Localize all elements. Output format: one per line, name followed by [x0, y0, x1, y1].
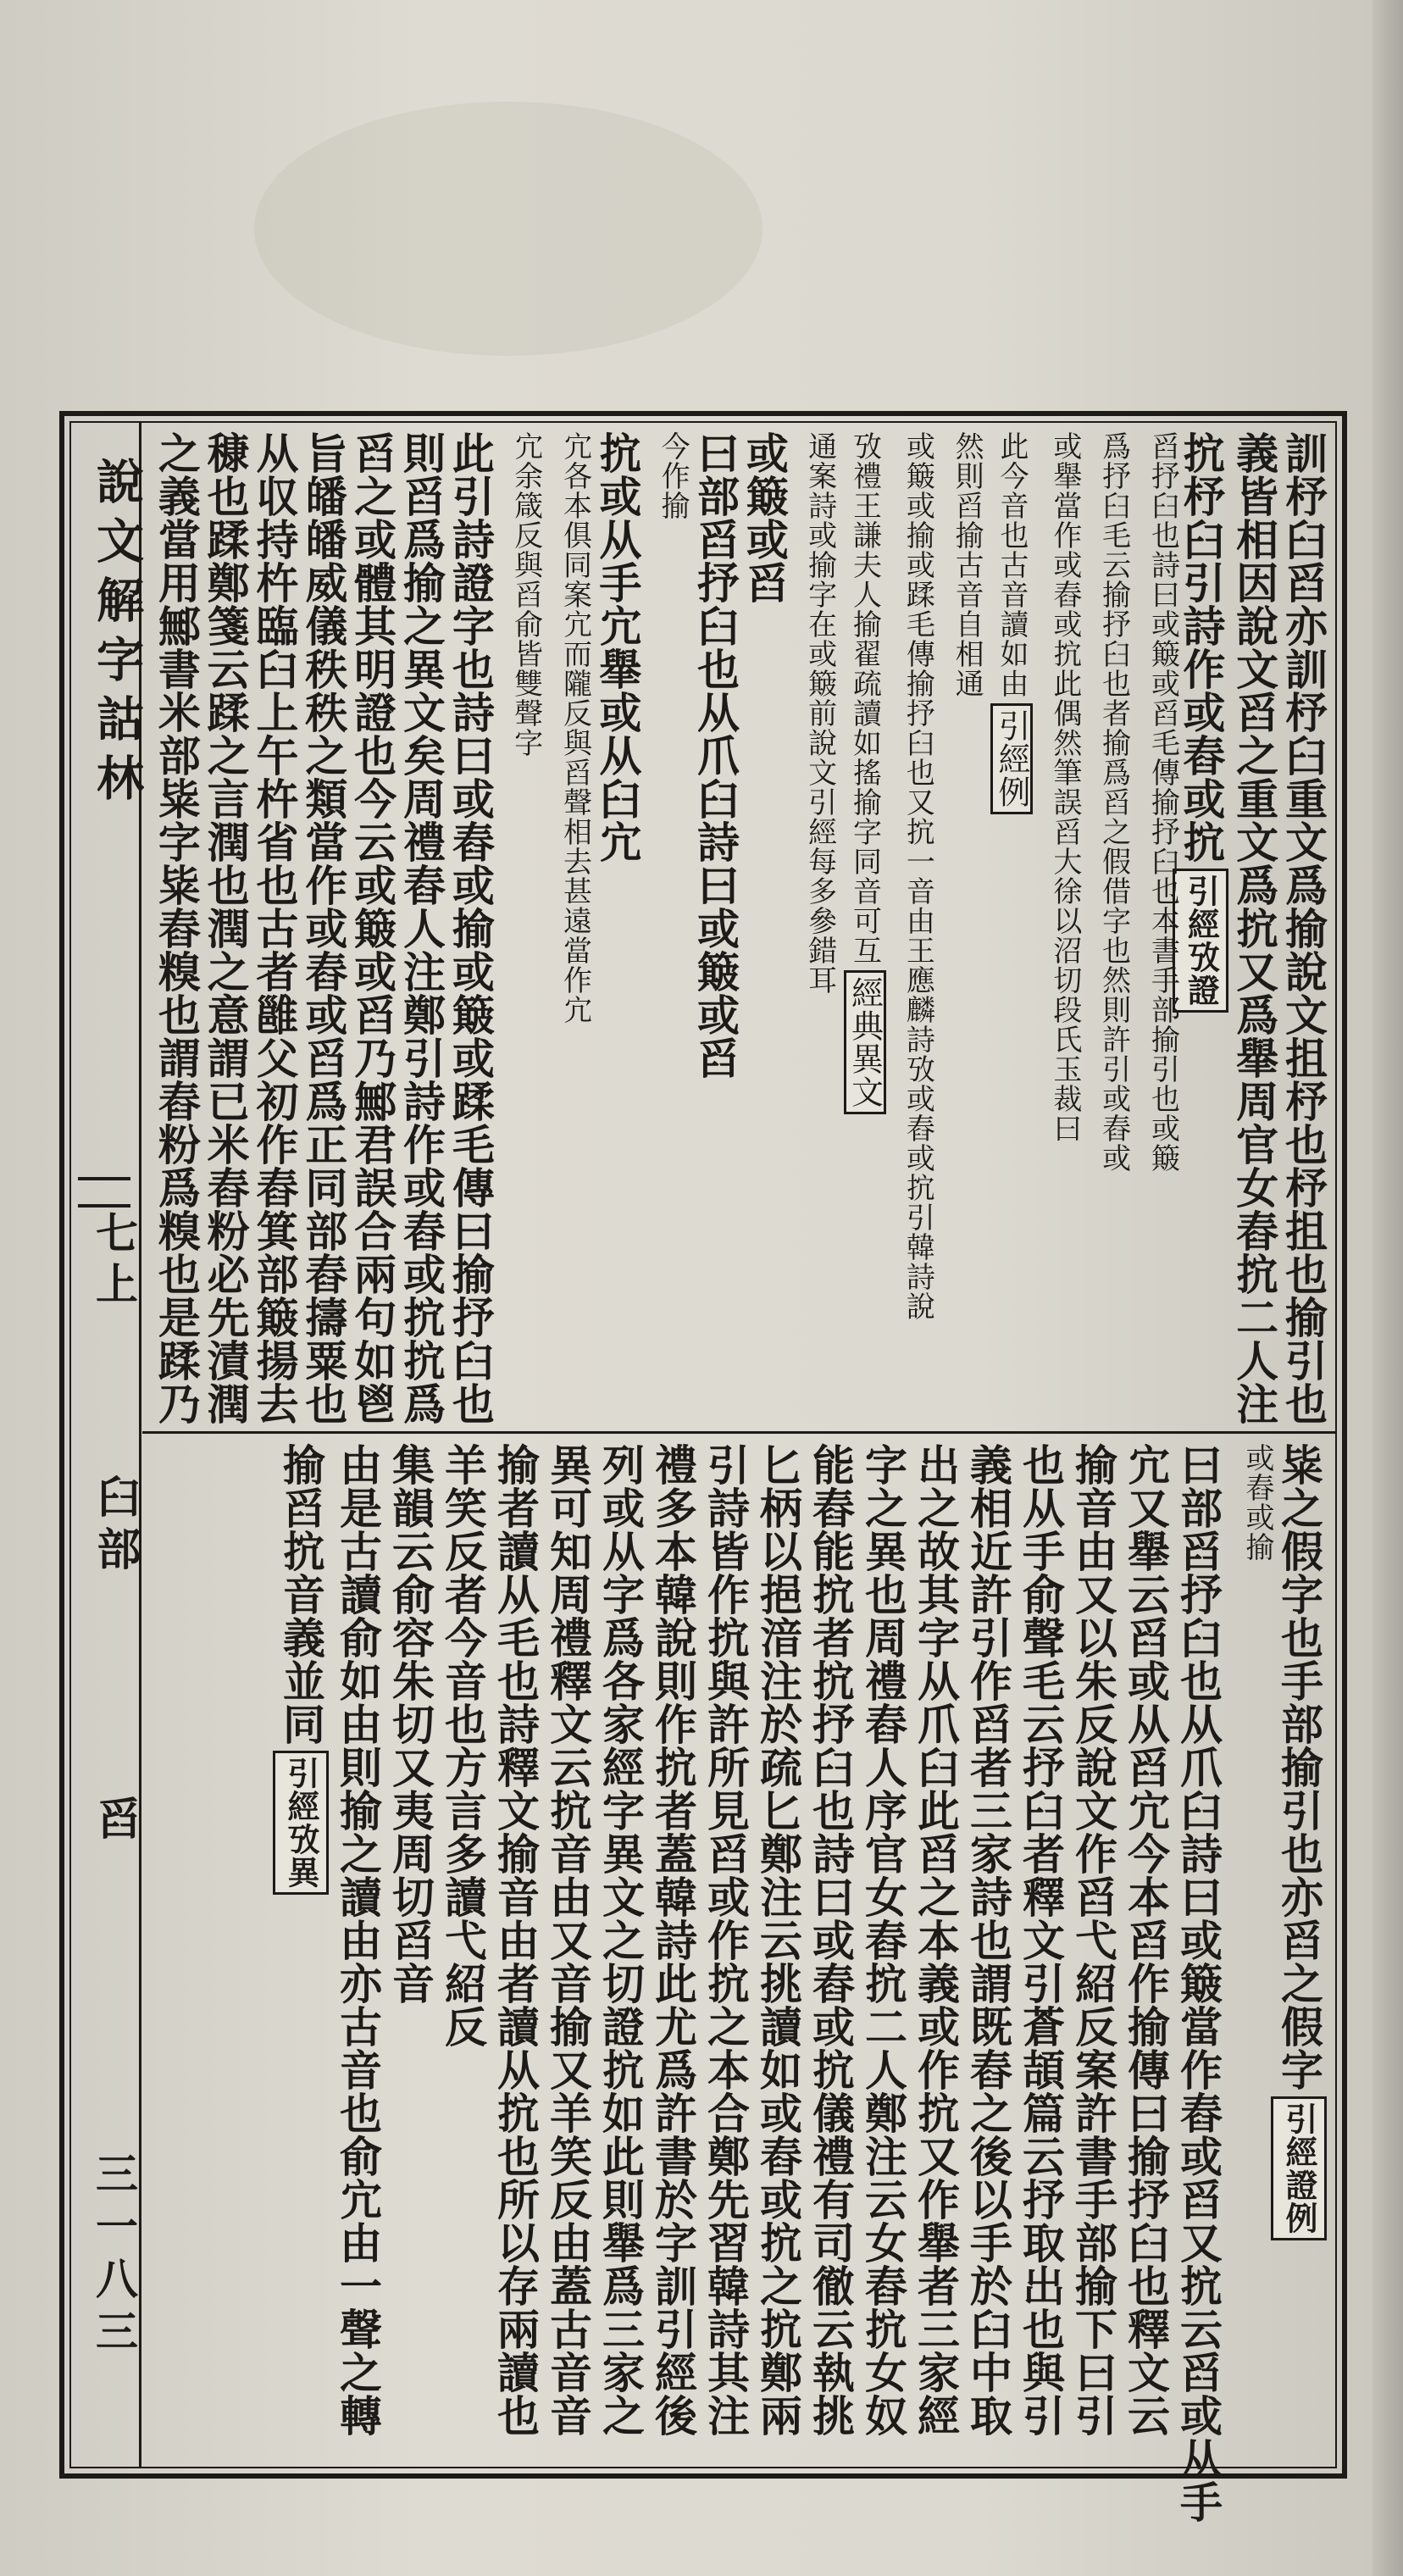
lower-column — [912, 1443, 959, 2437]
upper-column-text: 宂各本俱同案宂而隴反與舀聲相去甚遠當作宂 — [557, 431, 592, 1024]
upper-column — [251, 431, 298, 1425]
lower-column-text: 集韻云俞容朱切又夷周切舀音 — [385, 1443, 435, 2005]
lower-column-text: 異可知周禮釋文云抭音由又音揄又羊笑反由蓋古音音 — [543, 1443, 593, 2437]
lower-register — [142, 1435, 1335, 2523]
lower-column — [807, 1443, 854, 2437]
upper-column-text: 或簸或舀 — [739, 431, 790, 604]
upper-column — [1173, 431, 1228, 1013]
upper-column-text: 旨皤皤威儀秩秩之類當作或舂或舀爲正同部舂擣粟也 — [298, 431, 349, 1425]
lower-column-text: 出之故其字从爪臼此舀之本義或作抭又作𦦙者三家經 — [911, 1443, 961, 2437]
upper-column-text: 此引詩證字也詩曰或舂或揄或簸或蹂毛傳曰揄抒臼也 — [445, 431, 496, 1425]
inner-frame — [69, 421, 1337, 2523]
lower-column-text: 揄舀抭音義並同 — [276, 1443, 326, 1746]
lower-column-text: 能舂能抭者抭抒臼也詩曰或舂或抭儀禮有司徹云執挑 — [806, 1443, 856, 2437]
lower-column-text: 粊之假字也手部揄引也亦舀之假字 — [1274, 1443, 1324, 2091]
lower-column-text: 列或从字爲各家經字異文之切證抭如此則𦦙爲三家之 — [596, 1443, 646, 2437]
upper-column — [202, 431, 249, 1425]
upper-column — [1230, 431, 1278, 1425]
lower-column — [544, 1443, 591, 2437]
lower-column-text: 字之異也周禮舂人序官女舂抭二人鄭注云女舂抭女奴 — [858, 1443, 908, 2437]
upper-column — [1146, 431, 1180, 1173]
annotation-tag: 引經攷證 — [1173, 869, 1228, 1013]
text-area — [142, 423, 1335, 2523]
radical-label: 臼部 — [89, 1474, 141, 1579]
upper-column — [901, 431, 934, 1321]
lower-column-text: 也从手俞聲毛云抒臼者釋文引蒼頡篇云抒取出也與引 — [1016, 1443, 1066, 2437]
lower-column-text: 匕柄以挹湆注於疏匕鄭注云挑讀如或舂或抭之抭鄭兩 — [753, 1443, 803, 2437]
lower-column — [859, 1443, 907, 2437]
lower-column — [1017, 1443, 1064, 2437]
upper-column-text: 通案詩或揄字在或簸前說文引經每多參錯耳 — [802, 431, 837, 995]
upper-column — [740, 431, 788, 604]
margin-column — [71, 423, 145, 2467]
upper-column-text: 今作揄 — [656, 431, 690, 520]
annotation-tag: 引經攷異 — [273, 1751, 329, 1895]
upper-column-text: 曰部舀抒臼也从爪臼詩曰或簸或舀 — [690, 431, 740, 1080]
lower-column-text: 或舂或揄 — [1240, 1443, 1274, 1562]
upper-column-text: 此今音也古音讀如由 — [995, 431, 1029, 698]
book-title: 說文解字詁林 — [89, 457, 145, 813]
lower-column — [964, 1443, 1012, 2437]
lower-column — [1122, 1443, 1169, 2437]
lower-column-text: 由是古讀俞如由則揄之讀由亦古音也俞宂由一聲之轉 — [333, 1443, 383, 2437]
upper-column — [656, 431, 690, 520]
lower-column — [1271, 1443, 1327, 2240]
upper-column-text: 訓杼臼舀亦訓杼臼重文爲揄說文抯杼也杼抯也揄引也 — [1278, 431, 1328, 1425]
upper-column — [592, 431, 643, 863]
upper-column-text: 抭或从手宂𦦙或从臼宂 — [592, 431, 643, 863]
lower-column — [273, 1443, 329, 1895]
upper-column — [990, 431, 1033, 814]
upper-column — [152, 431, 200, 1425]
upper-column-text: 舀之或體其明證也今云或簸或舀乃鄦君誤合兩句如鬯 — [347, 431, 398, 1425]
annotation-tag: 引經證例 — [1271, 2096, 1327, 2240]
lower-column — [1240, 1443, 1274, 1562]
upper-column-text: 爲抒臼毛云揄抒臼也者揄爲舀之假借字也然則許引或舂或 — [1096, 431, 1131, 1173]
upper-column-text: 从収持杵臨臼上午杵省也古者雝父初作舂箕部簸揚去 — [249, 431, 300, 1425]
upper-column — [1279, 431, 1327, 1425]
lower-column — [596, 1443, 644, 2437]
paper-stain — [254, 102, 762, 356]
upper-column-text: 舀抒臼也詩曰或簸或舀毛傳揄抒臼也本書手部揄引也或簸 — [1145, 431, 1180, 1173]
page-frame — [59, 411, 1347, 2523]
lower-column — [1174, 1443, 1222, 2523]
lower-column — [386, 1443, 434, 2005]
lower-column — [491, 1443, 539, 2437]
upper-column-text: 之義當用鄦書米部粊字粊舂糗也謂舂粉爲糗也是蹂乃 — [151, 431, 202, 1425]
lower-column-text: 引詩皆作抭與許所見舀或作抭之本合鄭先習韓詩其注 — [701, 1443, 751, 2437]
lower-column — [754, 1443, 801, 2437]
upper-column — [299, 431, 347, 1425]
upper-column — [950, 431, 984, 698]
upper-column-text: 宂余箴反與舀俞皆雙聲字 — [508, 431, 543, 758]
upper-register — [142, 423, 1335, 1431]
upper-column — [1097, 431, 1131, 1173]
upper-column — [691, 431, 739, 1080]
upper-column — [397, 431, 445, 1425]
upper-column — [558, 431, 592, 1024]
upper-column-text: 穅也蹂鄭箋云蹂之言潤也潤之意謂已米舂粉必先漬潤 — [200, 431, 251, 1425]
lower-column-text: 禮多本韓說則作抭者蓋韓詩此尤爲許書於字訓引經後 — [648, 1443, 698, 2437]
upper-column — [348, 431, 396, 1425]
upper-column-text: 然則舀揄古音自相通 — [950, 431, 984, 698]
upper-column — [509, 431, 543, 758]
upper-column-text: 抭杼臼引詩作或舂或抭 — [1176, 431, 1227, 863]
upper-column-text: 則舀爲揄之異文矣周禮舂人注鄭引詩作或舂或抭抭爲 — [396, 431, 446, 1425]
lower-column-text: 曰部舀抒臼也从爪臼詩曰或簸當作舂或舀又抭云舀或从手 — [1173, 1443, 1223, 2523]
annotation-tag: 引經例 — [990, 703, 1033, 814]
upper-column-text: 義皆相因說文舀之重文爲抭又爲𦦙周官女舂抭二人注 — [1229, 431, 1280, 1425]
lower-column — [439, 1443, 486, 2048]
register-divider — [142, 1431, 1335, 1434]
character-label: 舀 — [89, 1796, 141, 1840]
lower-column-text: 揄者讀从毛也詩釋文揄音由者讀从抭也所以存兩讀也 — [491, 1443, 541, 2437]
upper-column-text: 或簸或揄或蹂毛傳揄抒臼也又抭一音由王應麟詩攷或舂或抭引韓詩說 — [901, 431, 935, 1321]
lower-column-text: 揄音由又以朱反說文作舀弋紹反案許書手部揄下曰引 — [1068, 1443, 1118, 2437]
lower-column — [1069, 1443, 1117, 2437]
lower-column-text: 宂又𦦙云舀或从舀宂今本舀作揄傳曰揄抒臼也釋文云 — [1121, 1443, 1171, 2437]
page-number: 三一八三 — [89, 2151, 139, 2362]
upper-column-text: 攷禮王謙夫人揄翟疏讀如搖揄字同音可互 — [847, 431, 882, 965]
volume-label: 七上 — [89, 1211, 139, 1313]
lower-column-text: 義相近許引作舀者三家詩也謂既舂之後以手於臼中取 — [963, 1443, 1013, 2437]
lower-column-text: 羊笑反者今音也方言多讀弋紹反 — [438, 1443, 488, 2048]
fish-tail-mark — [78, 1177, 130, 1208]
upper-column-text: 或𦦙當作或舂或抭此偶然筆誤舀大徐以沼切段氏玉裁曰 — [1047, 431, 1082, 1143]
lower-column — [702, 1443, 749, 2437]
upper-column — [803, 431, 837, 995]
upper-column — [1048, 431, 1082, 1143]
lower-column — [649, 1443, 696, 2437]
upper-column — [446, 431, 494, 1425]
book-spine — [1372, 0, 1403, 2576]
annotation-tag: 經典異文 — [844, 970, 886, 1114]
upper-column — [844, 431, 886, 1114]
lower-column — [334, 1443, 381, 2437]
